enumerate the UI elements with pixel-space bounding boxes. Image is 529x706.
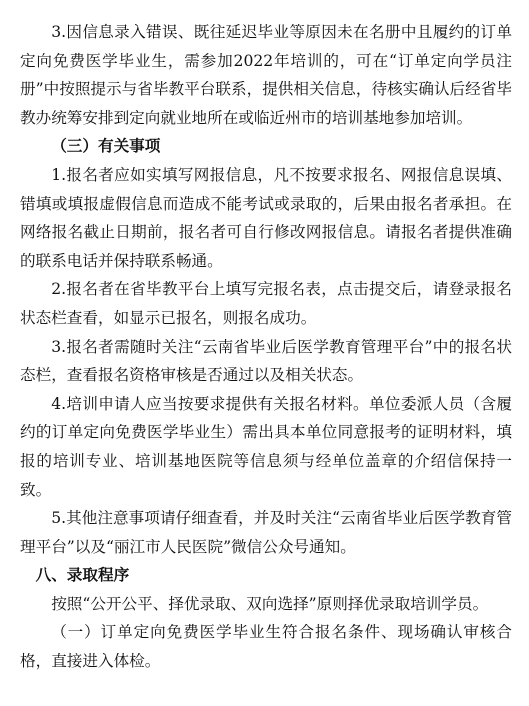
sub-item-1-direct-exam: （一）订单定向免费医学毕业生符合报名条件、现场确认审核合格，直接进入体检。 (20, 623, 512, 671)
paragraph-3-unregistered-graduates: 3.因信息录入错误、既往延迟毕业等原因未在名册中且履约的订单定向免费医学毕业生，需参加2022年培训的，可在“订单定向学员注册”中按照提示与省毕教平台联系，提供相关信息，待核实确认后经省毕教办统筹安排到定向就业地所在或临近州市的培训基地参加培训。 (20, 23, 512, 127)
heading-related-matters: （三）有关事项 (51, 137, 161, 156)
document-page (20, 18, 512, 676)
item-5-other-notes: 5.其他注意事项请仔细查看，并及时关注“云南省毕业后医学教育管理平台”以及“丽江市人民医院”微信公众号通知。 (20, 509, 512, 556)
item-3-follow-platform: 3.报名者需随时关注“云南省毕业后医学教育管理平台”中的报名状态栏，查看报名资格审核是否通过以及相关状态。 (20, 337, 512, 385)
item-1-accurate-info: 1.报名者应如实填写网报信息，凡不按要求报名、网报信息误填、错填或填报虚假信息而造成不能考试或录取的，后果由报名者承担。在网络报名截止日期前，报名者可自行修改网报信息。请报名者提供准确的联系电话并保持联系畅通。 (20, 165, 512, 270)
admission-principle: 按照“公开公平、择优录取、双向选择”原则择优录取培训学员。 (51, 594, 489, 613)
heading-admission-procedure: 八、录取程序 (35, 566, 130, 585)
item-4-materials: 4.培训申请人应当按要求提供有关报名材料。单位委派人员（含履约的订单定向免费医学毕业生）需出具本单位同意报考的证明材料，填报的培训专业、培训基地医院等信息须与经单位盖章的介绍信保持一致。 (20, 394, 512, 499)
item-2-check-status: 2.报名者在省毕教平台上填写完报名表，点击提交后，请登录报名状态栏查看，如显示已报名，则报名成功。 (20, 280, 512, 327)
